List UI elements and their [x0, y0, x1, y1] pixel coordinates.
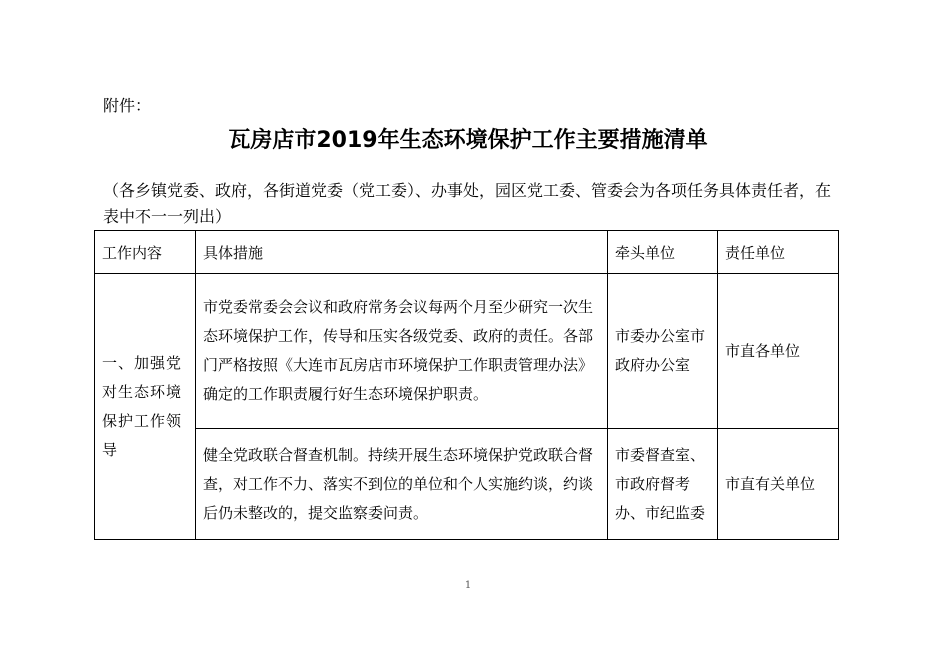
- header-responsible-unit: 责任单位: [718, 231, 839, 274]
- responsible-unit-cell: 市直有关单位: [718, 429, 839, 540]
- table-row: [95, 429, 839, 540]
- lead-unit-cell: 市委办公室市政府办公室: [608, 274, 718, 429]
- document-title: 瓦房店市2019年生态环境保护工作主要措施清单: [228, 128, 708, 153]
- lead-unit-cell: 市委督查室、市政府督考办、市纪监委: [608, 429, 718, 540]
- responsible-unit-cell: 市直各单位: [718, 274, 839, 429]
- header-work-content: 工作内容: [95, 231, 196, 274]
- table-row: [95, 274, 839, 429]
- work-content-cell: 一、加强党对生态环境保护工作领导: [95, 274, 196, 540]
- attachment-label: 附件：: [103, 96, 152, 115]
- measures-table: [94, 230, 839, 540]
- page-number: 1: [464, 580, 472, 591]
- header-lead-unit: 牵头单位: [608, 231, 718, 274]
- measure-cell: 市党委常委会会议和政府常务会议每两个月至少研究一次生态环境保护工作，传导和压实各级党委、政府的责任。各部门严格按照《大连市瓦房店市环境保护工作职责管理办法》确定的工作职责履行好生态环境保护职责。: [196, 274, 608, 429]
- table-header-row: [95, 231, 839, 274]
- document-subtitle: （各乡镇党委、政府，各街道党委（党工委）、办事处，园区党工委、管委会为各项任务具体责任者，在表中不一一列出）: [103, 181, 832, 226]
- measure-cell: 健全党政联合督查机制。持续开展生态环境保护党政联合督查，对工作不力、落实不到位的单位和个人实施约谈，约谈后仍未整改的，提交监察委问责。: [196, 429, 608, 540]
- header-specific-measures: 具体措施: [196, 231, 608, 274]
